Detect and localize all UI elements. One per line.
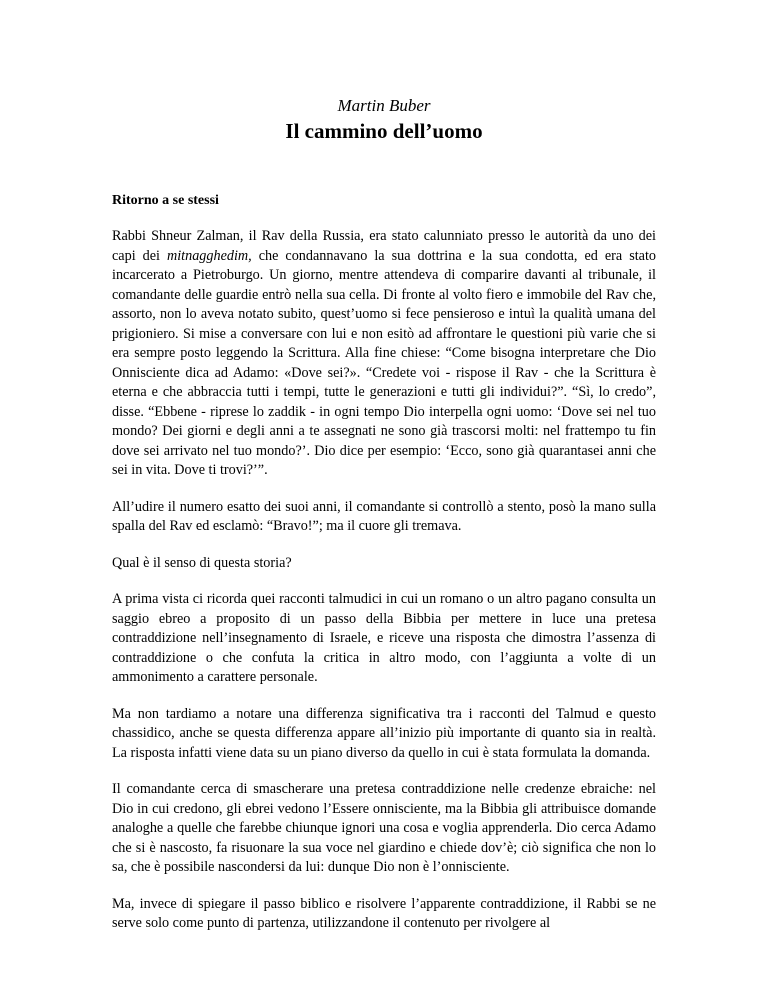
- paragraph-3: Qual è il senso di questa storia?: [112, 554, 292, 571]
- document-page: [112, 96, 656, 934]
- author-name: Martin Buber: [337, 96, 431, 115]
- paragraph-4: A prima vista ci ricorda quei racconti talmudici in cui un romano o un altro pagano consulta un saggio ebreo a proposito di un passo della Bibbia per mettere in luce una pretesa contraddizione nell’insegnamento di Israele, e riceve una risposta che dimostra l’assenza di contraddizione o che confuta la critica in altro modo, con l’aggiunta a volte di un ammonimento a carattere personale.: [112, 591, 656, 685]
- paragraph-6: Il comandante cerca di smascherare una pretesa contraddizione nelle credenze ebraiche: nel Dio in cui credono, gli ebrei vedono l’Essere onnisciente, ma la Bibbia gli attribuisce domande analoghe a quelle che farebbe chiunque ignori una cosa e voglia apprenderla. Dio cerca Adamo che si è nascosto, fa risuonare la sua voce nel giardino e chiede dov’è; ciò significa che non lo sa, che è possibile nascondersi da lui: dunque Dio non è l’onnisciente.: [112, 781, 656, 875]
- document-title: Il cammino dell’uomo: [285, 119, 483, 143]
- paragraph-1: [112, 227, 656, 481]
- paragraph-5: Ma non tardiamo a notare una differenza significativa tra i racconti del Talmud e questo chassidico, anche se questa differenza appare all’inizio più importante di quanto sia in realtà. La risposta infatti viene data su un piano diverso da quello in cui è stata formulata la domanda.: [112, 705, 656, 761]
- paragraph-1-italic-term: mitnagghedim,: [166, 247, 252, 264]
- section-heading: Ritorno a se stessi: [112, 193, 219, 208]
- paragraph-7: Ma, invece di spiegare il passo biblico e risolvere l’apparente contraddizione, il Rabbi se ne serve solo come punto di partenza, utilizzandone il contenuto per rivolgere al: [112, 895, 656, 931]
- paragraph-2: All’udire il numero esatto dei suoi anni, il comandante si controllò a stento, posò la mano sulla spalla del Rav ed esclamò: “Bravo!”; ma il cuore gli tremava.: [112, 498, 656, 534]
- paragraph-1-text-a: Rabbi Shneur Zalman, il Rav della Russia, era stato calunniato presso le autorità da uno dei capi dei: [112, 228, 656, 264]
- paragraph-1-text-b: che condannavano la sua dottrina e la sua condotta, ed era stato incarcerato a Pietroburgo. Un giorno, mentre attendeva di comparire davanti al tribunale, il comandante delle guardie entrò nella sua cella. Di fronte al volto fiero e immobile del Rav che, assorto, non lo aveva notato subito, quest’uomo si fece pensieroso e intuì la qualità umana del prigioniero. Si mise a conversare con lui e non esitò ad affrontare le questioni più varie che si era sempre posto leggendo la Scrittura. Alla fine chiese: “Come bisogna interpretare che Dio Onnisciente dica ad Adamo: «Dove sei?». “Credete voi - rispose il Rav - che la Scrittura è eterna e che abbraccia tutti i tempi, tutte le generazioni e tutti gli individui?”. “Sì, lo credo”, disse. “Ebbene - riprese lo zaddik - in ogni tempo Dio interpella ogni uomo: ‘Dove sei nel tuo mondo? Dei giorni e degli anni a te assegnati ne sono già trascorsi molti: nel frattempo tu fin dove sei arrivato nel tuo mondo?’. Dio dice per esempio: ‘Ecco, sono già quarantasei anni che sei in vita. Dove ti trovi?’”.: [112, 247, 656, 478]
